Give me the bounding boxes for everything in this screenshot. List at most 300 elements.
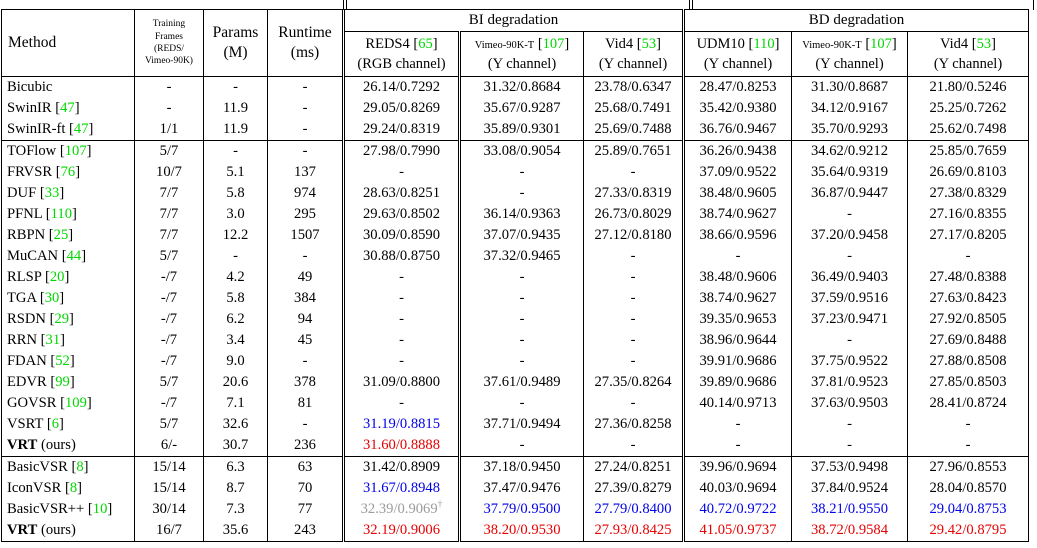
method-cell: SwinIR [47]: [7, 100, 80, 116]
runtime-cell: 49: [268, 267, 344, 288]
citation-number: 107: [64, 143, 87, 159]
table-body: [2, 77, 1029, 542]
citation-number: 110: [50, 206, 73, 222]
result-cell: 29.04/0.8753: [908, 499, 1029, 520]
result-cell: -: [684, 414, 792, 435]
table-row: [2, 372, 1029, 393]
frames-cell: -/7: [135, 309, 204, 330]
result-cell: -: [460, 267, 584, 288]
result-cell: -: [460, 393, 584, 414]
citation-number: 76: [60, 164, 76, 180]
citation-number: 107: [870, 36, 892, 52]
dataset-name-line: Vimeo-90K-T [107]: [802, 36, 897, 52]
frames-cell: -/7: [135, 267, 204, 288]
result-cell: 31.09/0.8800: [344, 372, 460, 393]
table-row: [2, 499, 1029, 520]
table-row: [2, 246, 1029, 267]
result-cell: -: [908, 246, 1029, 267]
result-cell: -: [460, 183, 584, 204]
result-cell: -: [684, 246, 792, 267]
header-line: Training: [152, 19, 186, 30]
result-cell: 27.12/0.8180: [584, 225, 684, 246]
result-cell: 36.76/0.9467: [684, 119, 792, 141]
citation-number: 44: [66, 248, 82, 264]
result-cell: 34.12/0.9167: [792, 98, 908, 119]
runtime-cell: -: [268, 351, 344, 372]
frames-cell: 5/7: [135, 372, 204, 393]
method-cell: RBPN [25]: [7, 227, 74, 243]
method-cell: BasicVSR++ [10]: [7, 501, 113, 517]
header-line: Params: [212, 23, 259, 41]
result-cell: 27.96/0.8553: [908, 457, 1029, 479]
method-name: SwinIR-ft: [7, 121, 66, 137]
result-cell: -: [584, 267, 684, 288]
params-cell: 9.0: [204, 351, 268, 372]
result-cell: 31.60/0.8888: [344, 435, 460, 457]
channel-label: (Y channel): [815, 56, 884, 72]
params-cell: 32.6: [204, 414, 268, 435]
dataset-name-line: Vimeo-90K-T [107]: [474, 36, 570, 52]
result-cell: 37.59/0.9516: [792, 288, 908, 309]
citation-number: 53: [641, 36, 657, 52]
result-cell: -: [344, 267, 460, 288]
runtime-cell: 295: [268, 204, 344, 225]
frames-cell: -: [135, 98, 204, 119]
runtime-cell: 70: [268, 478, 344, 499]
frames-cell: 7/7: [135, 204, 204, 225]
dataset-name-line: Vid4 [53]: [940, 36, 996, 52]
table-row: [2, 141, 1029, 163]
result-cell: 38.48/0.9605: [684, 183, 792, 204]
table-row: [2, 435, 1029, 457]
frames-cell: -: [135, 77, 204, 99]
result-cell: 39.96/0.9694: [684, 457, 792, 479]
result-cell: -: [908, 414, 1029, 435]
result-cell: 37.81/0.9523: [792, 372, 908, 393]
result-cell: -: [684, 435, 792, 457]
result-cell: 31.30/0.8687: [792, 77, 908, 99]
table-header: [2, 10, 1029, 77]
result-cell: -: [584, 393, 684, 414]
channel-label: (Y channel): [487, 56, 557, 72]
citation-number: 65: [418, 36, 433, 52]
result-cell: 27.35/0.8264: [584, 372, 684, 393]
result-cell: 37.61/0.9489: [460, 372, 584, 393]
result-cell: 35.70/0.9293: [792, 119, 908, 141]
col-header-vid4: [584, 32, 684, 77]
method-name: BasicVSR++: [7, 501, 85, 517]
result-cell: 38.72/0.9584: [792, 520, 908, 542]
col-header-vid4: [908, 32, 1029, 77]
method-name: FRVSR: [7, 164, 53, 180]
result-cell: 37.07/0.9435: [460, 225, 584, 246]
method-name: VRT: [7, 437, 38, 453]
result-cell: 29.42/0.8795: [908, 520, 1029, 542]
col-header-runtime: [268, 10, 344, 77]
runtime-cell: -: [268, 77, 344, 99]
result-cell: -: [344, 309, 460, 330]
runtime-cell: 378: [268, 372, 344, 393]
result-cell: 34.62/0.9212: [792, 141, 908, 163]
result-cell: 27.38/0.8329: [908, 183, 1029, 204]
params-cell: 3.4: [204, 330, 268, 351]
table-row: [2, 204, 1029, 225]
citation-number: 25: [53, 227, 69, 243]
result-cell: 40.14/0.9713: [684, 393, 792, 414]
runtime-cell: -: [268, 141, 344, 163]
runtime-cell: -: [268, 414, 344, 435]
method-cell: RRN [31]: [7, 332, 65, 348]
result-cell: -: [344, 162, 460, 183]
col-header-method: Method: [8, 34, 57, 51]
params-cell: 3.0: [204, 204, 268, 225]
runtime-cell: -: [268, 98, 344, 119]
runtime-cell: 63: [268, 457, 344, 479]
citation-number: 99: [55, 374, 70, 390]
result-cell: 35.67/0.9287: [460, 98, 584, 119]
runtime-cell: 1507: [268, 225, 344, 246]
table-row: [2, 119, 1029, 141]
result-cell: 32.19/0.9006: [344, 520, 460, 542]
frames-cell: 15/14: [135, 478, 204, 499]
dataset-name: Vimeo-90K-T: [474, 40, 535, 51]
citation-number: 10: [92, 501, 108, 517]
dataset-name-line: UDM10 [110]: [696, 36, 780, 52]
group-header-bi-degradation: BI degradation: [344, 10, 684, 32]
result-cell: 28.47/0.8253: [684, 77, 792, 99]
method-cell: EDVR [99]: [7, 374, 75, 390]
col-header-udm10: [684, 32, 792, 77]
result-cell: 31.67/0.8948: [344, 478, 460, 499]
dataset-name-line: Vid4 [53]: [605, 36, 661, 52]
result-cell: 31.42/0.8909: [344, 457, 460, 479]
result-cell: 27.93/0.8425: [584, 520, 684, 542]
citation-number: 109: [64, 395, 87, 411]
method-name: RBPN: [7, 227, 46, 243]
runtime-cell: 974: [268, 183, 344, 204]
result-cell: -: [584, 288, 684, 309]
result-cell: 40.72/0.9722: [684, 499, 792, 520]
method-cell: FRVSR [76]: [7, 164, 81, 180]
result-cell: 27.79/0.8400: [584, 499, 684, 520]
method-cell: BasicVSR [8]: [2, 457, 135, 479]
result-cell: -: [460, 435, 584, 457]
citation-number: 52: [55, 353, 70, 369]
citation-number: 30: [44, 290, 60, 306]
runtime-cell: -: [268, 119, 344, 141]
result-cell: 37.47/0.9476: [460, 478, 584, 499]
params-cell: 5.8: [204, 183, 268, 204]
params-cell: 35.6: [204, 520, 268, 542]
result-cell: 39.89/0.9686: [684, 372, 792, 393]
results-table: [1, 9, 1029, 542]
citation-number: 33: [44, 185, 60, 201]
result-cell: 27.98/0.7990: [344, 141, 460, 163]
method-cell: TOFlow [107]: [2, 141, 135, 163]
result-cell: 38.20/0.9530: [460, 520, 584, 542]
runtime-cell: 77: [268, 499, 344, 520]
frames-cell: 7/7: [135, 225, 204, 246]
frames-cell: 6/-: [135, 435, 204, 457]
result-cell: 28.41/0.8724: [908, 393, 1029, 414]
params-cell: 6.3: [204, 457, 268, 479]
header-line: (ms): [290, 44, 320, 61]
frames-cell: 7/7: [135, 183, 204, 204]
result-cell: 25.89/0.7651: [584, 141, 684, 163]
result-cell: -: [344, 393, 460, 414]
header-line: Frames: [155, 31, 183, 42]
citation-number: 6: [51, 416, 59, 432]
result-cell: -: [460, 288, 584, 309]
result-cell: 27.36/0.8258: [584, 414, 684, 435]
runtime-cell: 243: [268, 520, 344, 542]
params-cell: -: [204, 77, 268, 99]
result-cell: 25.85/0.7659: [908, 141, 1029, 163]
col-header-training-frames: [135, 10, 204, 77]
method-cell: IconVSR [8]: [7, 480, 83, 496]
params-cell: 5.1: [204, 162, 268, 183]
method-cell: RSDN [29]: [7, 311, 74, 327]
params-cell: 11.9: [204, 119, 268, 141]
result-cell: 31.19/0.8815: [344, 414, 460, 435]
method-name: SwinIR: [7, 100, 52, 116]
runtime-cell: 45: [268, 330, 344, 351]
result-cell: -: [344, 351, 460, 372]
method-name: TGA: [7, 290, 37, 306]
frames-cell: 15/14: [135, 457, 204, 479]
result-cell: 38.96/0.9644: [684, 330, 792, 351]
runtime-cell: 384: [268, 288, 344, 309]
result-cell: -: [792, 414, 908, 435]
result-cell: -: [792, 246, 908, 267]
method-cell: VRT (ours): [7, 522, 76, 538]
dataset-name: Vimeo-90K-T: [802, 40, 862, 51]
citation-number: 47: [73, 121, 89, 137]
col-header-vimeo-90k-t: [460, 32, 584, 77]
result-cell: 28.04/0.8570: [908, 478, 1029, 499]
result-cell: 37.53/0.9498: [792, 457, 908, 479]
method-name: IconVSR: [7, 480, 62, 496]
result-cell: 27.48/0.8388: [908, 267, 1029, 288]
method-cell: FDAN [52]: [7, 353, 75, 369]
result-cell: 39.35/0.9653: [684, 309, 792, 330]
result-cell: 39.91/0.9686: [684, 351, 792, 372]
runtime-cell: -: [268, 246, 344, 267]
result-cell: 37.32/0.9465: [460, 246, 584, 267]
result-cell: 27.63/0.8423: [908, 288, 1029, 309]
result-cell: 35.42/0.9380: [684, 98, 792, 119]
result-cell: -: [460, 351, 584, 372]
params-cell: 20.6: [204, 372, 268, 393]
params-cell: 6.2: [204, 309, 268, 330]
channel-label: (Y channel): [598, 56, 668, 72]
header-group-row: [2, 10, 1029, 32]
method-name: VRT: [7, 522, 38, 538]
table-row: [2, 330, 1029, 351]
table-row: [2, 309, 1029, 330]
header-line: (M): [223, 44, 248, 61]
result-cell: -: [584, 162, 684, 183]
result-cell: -: [460, 330, 584, 351]
result-cell: 29.63/0.8502: [344, 204, 460, 225]
result-cell: 27.24/0.8251: [584, 457, 684, 479]
header-line: Runtime: [278, 23, 332, 41]
frames-cell: 1/1: [135, 119, 204, 141]
params-cell: 8.7: [204, 478, 268, 499]
result-cell: -: [460, 162, 584, 183]
channel-label: (RGB channel): [357, 56, 446, 72]
result-cell: 26.69/0.8103: [908, 162, 1029, 183]
header-line: Vimeo-90K): [145, 56, 193, 67]
params-cell: 5.8: [204, 288, 268, 309]
citation-number: 53: [976, 36, 992, 52]
method-name: RLSP: [7, 269, 42, 285]
result-cell: 37.23/0.9471: [792, 309, 908, 330]
result-cell: 25.25/0.7262: [908, 98, 1029, 119]
method-name: EDVR: [7, 374, 47, 390]
result-cell: 27.17/0.8205: [908, 225, 1029, 246]
result-cell: 32.39/0.9069†: [344, 499, 460, 520]
method-name: GOVSR: [7, 395, 57, 411]
result-cell: 33.08/0.9054: [460, 141, 584, 163]
result-cell: 35.89/0.9301: [460, 119, 584, 141]
col-header-params: [204, 10, 268, 77]
citation-number: 110: [753, 36, 775, 52]
result-cell: 29.24/0.8319: [344, 119, 460, 141]
table-row: [2, 457, 1029, 479]
result-cell: 31.32/0.8684: [460, 77, 584, 99]
result-cell: -: [792, 435, 908, 457]
citation-number: 29: [54, 311, 70, 327]
table-wrapper: [1, 9, 1029, 542]
dataset-name-line: REDS4 [65]: [365, 36, 438, 52]
result-cell: -: [584, 351, 684, 372]
channel-label: (Y channel): [933, 56, 1003, 72]
result-cell: 25.62/0.7498: [908, 119, 1029, 141]
dataset-name: UDM10: [696, 36, 745, 52]
frames-cell: 5/7: [135, 141, 204, 163]
result-cell: 25.69/0.7488: [584, 119, 684, 141]
result-cell: 37.71/0.9494: [460, 414, 584, 435]
params-cell: -: [204, 141, 268, 163]
result-cell: -: [460, 309, 584, 330]
result-cell: 26.14/0.7292: [344, 77, 460, 99]
params-cell: 4.2: [204, 267, 268, 288]
method-name: PFNL: [7, 206, 43, 222]
result-cell: 36.49/0.9403: [792, 267, 908, 288]
method-cell: VSRT [6]: [7, 416, 64, 432]
method-cell: DUF [33]: [7, 185, 65, 201]
result-cell: -: [792, 204, 908, 225]
result-cell: 36.87/0.9447: [792, 183, 908, 204]
frames-cell: -/7: [135, 351, 204, 372]
runtime-cell: 236: [268, 435, 344, 457]
params-cell: 11.9: [204, 98, 268, 119]
result-cell: 27.33/0.8319: [584, 183, 684, 204]
result-cell: 37.20/0.9458: [792, 225, 908, 246]
citation-number: 20: [49, 269, 65, 285]
runtime-cell: 81: [268, 393, 344, 414]
table-row: [2, 393, 1029, 414]
method-cell: TGA [30]: [7, 290, 65, 306]
result-cell: 38.74/0.9627: [684, 204, 792, 225]
result-cell: 25.68/0.7491: [584, 98, 684, 119]
method-name: BasicVSR: [7, 459, 68, 475]
table-row: [2, 520, 1029, 542]
method-name: DUF: [7, 185, 37, 201]
result-cell: 27.85/0.8503: [908, 372, 1029, 393]
table-row: [2, 98, 1029, 119]
result-cell: 41.05/0.9737: [684, 520, 792, 542]
table-row: [2, 478, 1029, 499]
crop-artifact-line: [1033, 0, 1034, 10]
result-cell: 35.64/0.9319: [792, 162, 908, 183]
table-row: [2, 351, 1029, 372]
frames-cell: -/7: [135, 288, 204, 309]
result-cell: 37.63/0.9503: [792, 393, 908, 414]
frames-cell: -/7: [135, 393, 204, 414]
result-cell: 37.79/0.9500: [460, 499, 584, 520]
result-cell: 37.84/0.9524: [792, 478, 908, 499]
result-cell: -: [908, 435, 1029, 457]
method-name: Bicubic: [7, 79, 53, 95]
result-cell: 30.09/0.8590: [344, 225, 460, 246]
method-cell: [2, 77, 135, 99]
channel-label: (Y channel): [703, 56, 773, 72]
method-cell: RLSP [20]: [7, 269, 70, 285]
result-cell: 37.09/0.9522: [684, 162, 792, 183]
result-cell: 26.73/0.8029: [584, 204, 684, 225]
result-cell: 27.88/0.8508: [908, 351, 1029, 372]
method-cell: SwinIR-ft [47]: [7, 121, 94, 137]
header-line: (REDS/: [153, 44, 185, 54]
citation-number: 47: [60, 100, 75, 116]
result-cell: 27.39/0.8279: [584, 478, 684, 499]
table-row: [2, 162, 1029, 183]
frames-cell: 10/7: [135, 162, 204, 183]
result-cell: -: [792, 330, 908, 351]
method-cell: MuCAN [44]: [7, 248, 87, 264]
result-cell: 23.78/0.6347: [584, 77, 684, 99]
method-name: FDAN: [7, 353, 47, 369]
frames-cell: -/7: [135, 330, 204, 351]
frames-cell: 5/7: [135, 246, 204, 267]
citation-number: 107: [542, 36, 565, 52]
table-row: [2, 183, 1029, 204]
frames-cell: 30/14: [135, 499, 204, 520]
result-cell: -: [584, 246, 684, 267]
col-header-vimeo-90k-t: [792, 32, 908, 77]
dagger-marker: †: [437, 500, 443, 511]
result-cell: 40.03/0.9694: [684, 478, 792, 499]
frames-cell: 5/7: [135, 414, 204, 435]
result-cell: 27.92/0.8505: [908, 309, 1029, 330]
result-cell: 21.80/0.5246: [908, 77, 1029, 99]
method-cell: PFNL [110]: [7, 206, 77, 222]
result-cell: 30.88/0.8750: [344, 246, 460, 267]
col-header-reds4: [344, 32, 460, 77]
table-row: [2, 267, 1029, 288]
result-cell: 36.14/0.9363: [460, 204, 584, 225]
result-cell: -: [584, 435, 684, 457]
result-cell: 37.75/0.9522: [792, 351, 908, 372]
runtime-cell: 137: [268, 162, 344, 183]
result-cell: -: [584, 330, 684, 351]
params-cell: 12.2: [204, 225, 268, 246]
params-cell: -: [204, 246, 268, 267]
result-cell: 27.69/0.8488: [908, 330, 1029, 351]
result-cell: 38.21/0.9550: [792, 499, 908, 520]
